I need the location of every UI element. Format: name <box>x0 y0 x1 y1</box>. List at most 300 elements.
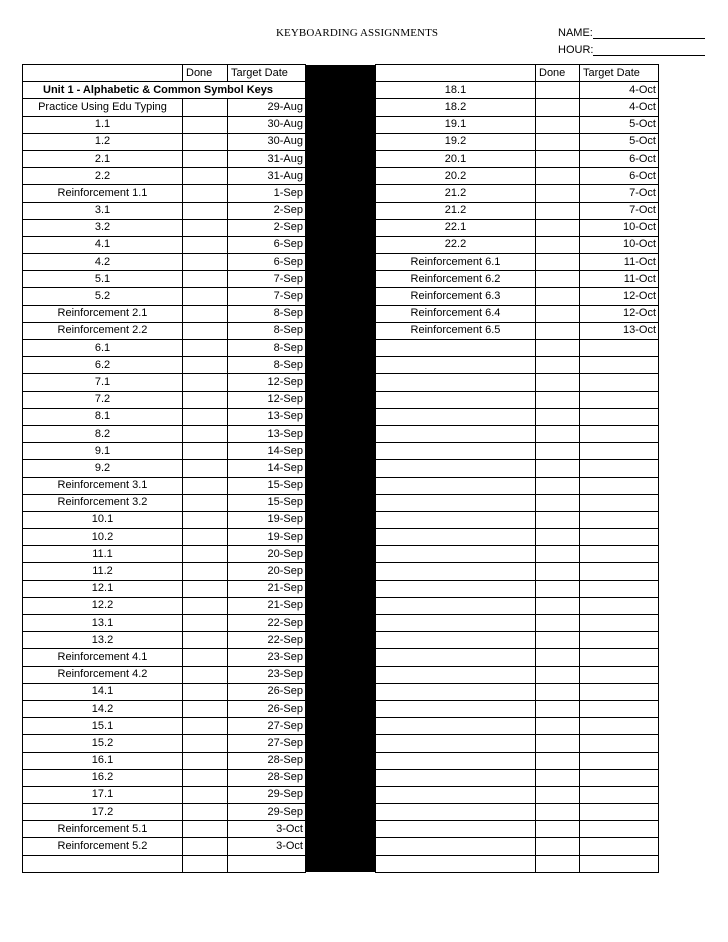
left-assignment-cell: 2.1 <box>23 150 183 167</box>
right-assignment-cell <box>376 752 536 769</box>
right-done-cell[interactable] <box>536 855 580 872</box>
table-row <box>23 494 659 511</box>
left-date-cell: 31-Aug <box>228 150 306 167</box>
column-divider <box>306 735 376 752</box>
right-assignment-cell: 18.2 <box>376 99 536 116</box>
left-done-cell[interactable] <box>183 305 228 322</box>
right-date-cell <box>580 391 659 408</box>
left-assignment-cell: 13.2 <box>23 632 183 649</box>
right-assignment-cell <box>376 340 536 357</box>
right-assignment-cell <box>376 632 536 649</box>
column-divider <box>306 116 376 133</box>
column-divider <box>306 219 376 236</box>
left-done-cell[interactable] <box>183 494 228 511</box>
right-done-cell[interactable] <box>536 735 580 752</box>
column-divider <box>306 580 376 597</box>
left-assignment-cell: 7.2 <box>23 391 183 408</box>
right-date-cell <box>580 838 659 855</box>
hour-blank-line[interactable] <box>593 45 705 56</box>
hour-field[interactable] <box>558 44 705 56</box>
left-date-cell: 15-Sep <box>228 494 306 511</box>
left-assignment-cell <box>23 855 183 872</box>
column-divider <box>306 168 376 185</box>
left-date-cell: 3-Oct <box>228 838 306 855</box>
column-divider <box>306 202 376 219</box>
left-done-cell[interactable] <box>183 150 228 167</box>
right-done-cell[interactable] <box>536 443 580 460</box>
left-done-cell[interactable] <box>183 168 228 185</box>
right-done-cell[interactable] <box>536 718 580 735</box>
left-date-cell: 28-Sep <box>228 769 306 786</box>
left-assignment-cell: 12.2 <box>23 597 183 614</box>
left-date-cell: 23-Sep <box>228 666 306 683</box>
left-date-cell: 7-Sep <box>228 271 306 288</box>
column-divider <box>306 666 376 683</box>
left-assignment-cell: 5.2 <box>23 288 183 305</box>
left-assignment-cell: Reinforcement 4.2 <box>23 666 183 683</box>
right-date-cell <box>580 563 659 580</box>
right-done-cell[interactable] <box>536 150 580 167</box>
left-done-cell[interactable] <box>183 804 228 821</box>
left-assignment-cell: 16.2 <box>23 769 183 786</box>
right-done-cell[interactable] <box>536 786 580 803</box>
left-assignment-cell: 16.1 <box>23 752 183 769</box>
left-assignment-cell: 14.2 <box>23 700 183 717</box>
column-divider <box>306 838 376 855</box>
left-assignment-cell: 15.2 <box>23 735 183 752</box>
column-divider <box>306 563 376 580</box>
assignments-table <box>22 64 659 873</box>
table-row <box>23 786 659 803</box>
right-assignment-cell <box>376 666 536 683</box>
left-done-cell[interactable] <box>183 735 228 752</box>
right-done-cell[interactable] <box>536 821 580 838</box>
right-done-cell[interactable] <box>536 563 580 580</box>
left-assignment-cell: 12.1 <box>23 580 183 597</box>
table-row <box>23 357 659 374</box>
column-divider <box>306 99 376 116</box>
table-row <box>23 529 659 546</box>
right-done-cell[interactable] <box>536 529 580 546</box>
left-done-cell[interactable] <box>183 99 228 116</box>
right-assignment-cell <box>376 563 536 580</box>
right-done-cell[interactable] <box>536 391 580 408</box>
table-row <box>23 752 659 769</box>
right-date-cell <box>580 683 659 700</box>
right-done-cell[interactable] <box>536 494 580 511</box>
right-date-cell <box>580 735 659 752</box>
left-done-cell[interactable] <box>183 649 228 666</box>
table-row <box>23 116 659 133</box>
left-date-cell: 27-Sep <box>228 718 306 735</box>
right-assignment-cell <box>376 546 536 563</box>
hour-label: HOUR: <box>558 44 594 56</box>
right-assignment-cell: Reinforcement 6.2 <box>376 271 536 288</box>
right-date-cell <box>580 804 659 821</box>
right-done-cell[interactable] <box>536 236 580 253</box>
table-row <box>23 168 659 185</box>
left-assignment-cell: 4.2 <box>23 254 183 271</box>
left-done-cell[interactable] <box>183 357 228 374</box>
column-divider <box>306 443 376 460</box>
right-date-cell: 6-Oct <box>580 168 659 185</box>
right-done-cell[interactable] <box>536 649 580 666</box>
right-assignment-cell: Reinforcement 6.5 <box>376 322 536 339</box>
left-date-cell: 15-Sep <box>228 477 306 494</box>
left-done-cell[interactable] <box>183 786 228 803</box>
right-assignment-cell <box>376 374 536 391</box>
right-done-cell[interactable] <box>536 99 580 116</box>
left-assignment-cell: Reinforcement 2.2 <box>23 322 183 339</box>
left-done-cell[interactable] <box>183 391 228 408</box>
left-done-cell[interactable] <box>183 116 228 133</box>
table-row <box>23 133 659 150</box>
left-date-cell: 2-Sep <box>228 202 306 219</box>
column-divider <box>306 185 376 202</box>
right-assignment-cell: 21.2 <box>376 202 536 219</box>
column-divider <box>306 855 376 872</box>
right-date-cell: 5-Oct <box>580 116 659 133</box>
column-divider <box>306 340 376 357</box>
right-done-cell[interactable] <box>536 322 580 339</box>
left-date-cell: 26-Sep <box>228 700 306 717</box>
left-done-cell[interactable] <box>183 597 228 614</box>
right-done-cell[interactable] <box>536 632 580 649</box>
left-assignment-cell: Reinforcement 1.1 <box>23 185 183 202</box>
right-date-cell <box>580 597 659 614</box>
left-date-cell: 14-Sep <box>228 460 306 477</box>
right-done-cell[interactable] <box>536 168 580 185</box>
table-row <box>23 460 659 477</box>
table-row <box>23 99 659 116</box>
table-row <box>23 735 659 752</box>
left-done-cell[interactable] <box>183 425 228 442</box>
right-done-cell[interactable] <box>536 133 580 150</box>
table-row <box>23 288 659 305</box>
right-date-cell: 13-Oct <box>580 322 659 339</box>
left-date-cell: 2-Sep <box>228 219 306 236</box>
left-assignment-cell: 6.1 <box>23 340 183 357</box>
table-row <box>23 254 659 271</box>
left-date-cell: 21-Sep <box>228 597 306 614</box>
right-done-cell[interactable] <box>536 460 580 477</box>
column-divider <box>306 374 376 391</box>
table-row <box>23 580 659 597</box>
table-row <box>23 821 659 838</box>
left-date-cell: 8-Sep <box>228 322 306 339</box>
right-done-cell[interactable] <box>536 769 580 786</box>
right-done-cell[interactable] <box>536 82 580 99</box>
right-assignment-cell: 21.2 <box>376 185 536 202</box>
column-divider <box>306 322 376 339</box>
left-date-cell: 6-Sep <box>228 254 306 271</box>
left-date-cell: 12-Sep <box>228 374 306 391</box>
right-done-cell[interactable] <box>536 511 580 528</box>
left-date-cell: 20-Sep <box>228 563 306 580</box>
left-done-cell[interactable] <box>183 254 228 271</box>
left-done-cell[interactable] <box>183 580 228 597</box>
left-date-cell: 22-Sep <box>228 632 306 649</box>
right-assignment-cell <box>376 700 536 717</box>
right-done-cell[interactable] <box>536 185 580 202</box>
column-divider <box>306 254 376 271</box>
right-done-cell[interactable] <box>536 202 580 219</box>
left-done-cell[interactable] <box>183 185 228 202</box>
right-date-cell: 12-Oct <box>580 305 659 322</box>
right-date-cell: 4-Oct <box>580 99 659 116</box>
right-assignment-cell <box>376 683 536 700</box>
right-assignment-cell <box>376 494 536 511</box>
column-divider <box>306 82 376 99</box>
table-row <box>23 838 659 855</box>
left-done-cell[interactable] <box>183 374 228 391</box>
left-done-cell[interactable] <box>183 718 228 735</box>
left-done-cell[interactable] <box>183 202 228 219</box>
left-date-cell: 14-Sep <box>228 443 306 460</box>
table-row <box>23 391 659 408</box>
left-date-cell: 1-Sep <box>228 185 306 202</box>
left-done-cell[interactable] <box>183 322 228 339</box>
left-date-cell: 7-Sep <box>228 288 306 305</box>
left-done-cell[interactable] <box>183 563 228 580</box>
table-row <box>23 769 659 786</box>
left-assignment-cell: Reinforcement 2.1 <box>23 305 183 322</box>
right-assignment-cell <box>376 786 536 803</box>
right-date-cell <box>580 752 659 769</box>
left-date-cell: 8-Sep <box>228 305 306 322</box>
section-title-row <box>23 82 659 99</box>
assignments-table-body <box>23 65 659 873</box>
right-done-cell[interactable] <box>536 357 580 374</box>
table-row <box>23 425 659 442</box>
column-divider <box>306 597 376 614</box>
table-row <box>23 340 659 357</box>
right-date-cell <box>580 855 659 872</box>
left-assignment-cell: 6.2 <box>23 357 183 374</box>
column-divider <box>306 150 376 167</box>
left-done-cell[interactable] <box>183 133 228 150</box>
left-date-cell: 29-Sep <box>228 804 306 821</box>
right-date-cell <box>580 615 659 632</box>
table-row <box>23 804 659 821</box>
table-row <box>23 271 659 288</box>
left-done-cell[interactable] <box>183 288 228 305</box>
left-assignment-cell: 11.2 <box>23 563 183 580</box>
left-done-cell[interactable] <box>183 271 228 288</box>
left-date-cell: 20-Sep <box>228 546 306 563</box>
left-date-cell: 31-Aug <box>228 168 306 185</box>
right-done-cell[interactable] <box>536 219 580 236</box>
right-assignment-cell <box>376 408 536 425</box>
left-assignment-cell: 10.1 <box>23 511 183 528</box>
table-row <box>23 632 659 649</box>
left-assignment-cell: 4.1 <box>23 236 183 253</box>
right-date-cell <box>580 529 659 546</box>
column-divider <box>306 236 376 253</box>
table-row <box>23 477 659 494</box>
left-done-cell[interactable] <box>183 615 228 632</box>
right-date-cell: 10-Oct <box>580 236 659 253</box>
table-row <box>23 683 659 700</box>
column-divider <box>306 408 376 425</box>
right-assignment-cell: 18.1 <box>376 82 536 99</box>
table-row <box>23 374 659 391</box>
right-done-cell[interactable] <box>536 288 580 305</box>
column-divider <box>306 786 376 803</box>
column-divider <box>306 649 376 666</box>
left-done-cell[interactable] <box>183 632 228 649</box>
left-done-cell[interactable] <box>183 529 228 546</box>
right-assignment-cell <box>376 804 536 821</box>
table-row <box>23 649 659 666</box>
column-divider <box>306 752 376 769</box>
left-date-cell: 21-Sep <box>228 580 306 597</box>
table-row <box>23 615 659 632</box>
right-done-cell[interactable] <box>536 374 580 391</box>
left-assignment-cell: Reinforcement 3.1 <box>23 477 183 494</box>
left-date-cell: 30-Aug <box>228 133 306 150</box>
left-done-cell[interactable] <box>183 700 228 717</box>
table-row <box>23 563 659 580</box>
table-row <box>23 700 659 717</box>
right-done-cell[interactable] <box>536 546 580 563</box>
left-date-cell: 28-Sep <box>228 752 306 769</box>
right-assignment-cell <box>376 391 536 408</box>
right-date-cell: 6-Oct <box>580 150 659 167</box>
right-done-cell[interactable] <box>536 425 580 442</box>
left-assignment-cell: 13.1 <box>23 615 183 632</box>
right-assignment-cell <box>376 821 536 838</box>
right-assignment-cell <box>376 838 536 855</box>
right-done-cell[interactable] <box>536 615 580 632</box>
table-header-row <box>23 65 659 82</box>
column-divider <box>306 529 376 546</box>
right-date-cell <box>580 700 659 717</box>
right-assignment-cell <box>376 649 536 666</box>
right-assignment-cell: 22.2 <box>376 236 536 253</box>
right-date-cell <box>580 666 659 683</box>
left-assignment-cell: Reinforcement 5.2 <box>23 838 183 855</box>
left-assignment-cell: Reinforcement 4.1 <box>23 649 183 666</box>
right-assignment-cell <box>376 425 536 442</box>
left-assignment-cell: 11.1 <box>23 546 183 563</box>
table-row <box>23 546 659 563</box>
right-date-cell <box>580 477 659 494</box>
right-assignment-cell: 19.2 <box>376 133 536 150</box>
right-assignment-cell: 19.1 <box>376 116 536 133</box>
right-done-cell[interactable] <box>536 271 580 288</box>
right-date-cell <box>580 511 659 528</box>
right-done-cell[interactable] <box>536 408 580 425</box>
column-divider <box>306 391 376 408</box>
left-date-cell: 29-Sep <box>228 786 306 803</box>
right-date-cell: 7-Oct <box>580 202 659 219</box>
table-row <box>23 408 659 425</box>
right-done-cell[interactable] <box>536 804 580 821</box>
right-done-cell[interactable] <box>536 580 580 597</box>
left-done-cell[interactable] <box>183 340 228 357</box>
right-done-cell[interactable] <box>536 254 580 271</box>
right-assignment-cell <box>376 769 536 786</box>
left-done-cell[interactable] <box>183 666 228 683</box>
left-done-cell[interactable] <box>183 460 228 477</box>
right-assignment-cell <box>376 357 536 374</box>
column-divider <box>306 546 376 563</box>
right-date-cell: 4-Oct <box>580 82 659 99</box>
right-date-cell <box>580 340 659 357</box>
column-divider <box>306 821 376 838</box>
unit-section-title: Unit 1 - Alphabetic & Common Symbol Keys <box>23 82 306 99</box>
column-divider <box>306 425 376 442</box>
column-divider <box>306 769 376 786</box>
right-date-cell <box>580 408 659 425</box>
right-done-cell[interactable] <box>536 752 580 769</box>
name-blank-line[interactable] <box>593 28 705 39</box>
right-done-cell[interactable] <box>536 683 580 700</box>
column-divider <box>306 133 376 150</box>
left-date-cell: 19-Sep <box>228 529 306 546</box>
right-date-cell <box>580 460 659 477</box>
left-assignment-cell: 7.1 <box>23 374 183 391</box>
column-divider <box>306 683 376 700</box>
left-date-cell: 6-Sep <box>228 236 306 253</box>
right-done-cell[interactable] <box>536 340 580 357</box>
left-done-cell[interactable] <box>183 408 228 425</box>
right-done-cell[interactable] <box>536 838 580 855</box>
right-done-cell[interactable] <box>536 305 580 322</box>
name-field[interactable] <box>558 27 705 39</box>
right-assignment-cell <box>376 615 536 632</box>
right-date-cell <box>580 649 659 666</box>
table-row <box>23 202 659 219</box>
header-blank-cell <box>23 65 183 82</box>
left-done-cell[interactable] <box>183 752 228 769</box>
left-date-cell: 27-Sep <box>228 735 306 752</box>
left-done-cell[interactable] <box>183 683 228 700</box>
left-done-cell[interactable] <box>183 821 228 838</box>
left-assignment-cell: 10.2 <box>23 529 183 546</box>
left-assignment-cell: 8.1 <box>23 408 183 425</box>
right-done-cell[interactable] <box>536 700 580 717</box>
left-done-cell[interactable] <box>183 546 228 563</box>
table-row <box>23 305 659 322</box>
left-done-cell[interactable] <box>183 477 228 494</box>
right-date-cell: 7-Oct <box>580 185 659 202</box>
column-divider <box>306 615 376 632</box>
right-done-cell[interactable] <box>536 116 580 133</box>
right-assignment-cell <box>376 597 536 614</box>
left-done-cell[interactable] <box>183 511 228 528</box>
right-date-cell: 11-Oct <box>580 271 659 288</box>
table-row <box>23 718 659 735</box>
left-done-cell[interactable] <box>183 855 228 872</box>
right-assignment-cell: 20.1 <box>376 150 536 167</box>
right-done-cell[interactable] <box>536 666 580 683</box>
left-done-cell[interactable] <box>183 443 228 460</box>
left-done-cell[interactable] <box>183 769 228 786</box>
left-date-cell: 19-Sep <box>228 511 306 528</box>
table-row <box>23 219 659 236</box>
name-label: NAME: <box>558 27 593 39</box>
right-done-cell[interactable] <box>536 597 580 614</box>
left-done-cell[interactable] <box>183 838 228 855</box>
right-date-cell <box>580 632 659 649</box>
left-done-cell[interactable] <box>183 219 228 236</box>
right-done-cell[interactable] <box>536 477 580 494</box>
left-assignment-cell: 9.2 <box>23 460 183 477</box>
left-date-cell: 3-Oct <box>228 821 306 838</box>
left-done-cell[interactable] <box>183 236 228 253</box>
